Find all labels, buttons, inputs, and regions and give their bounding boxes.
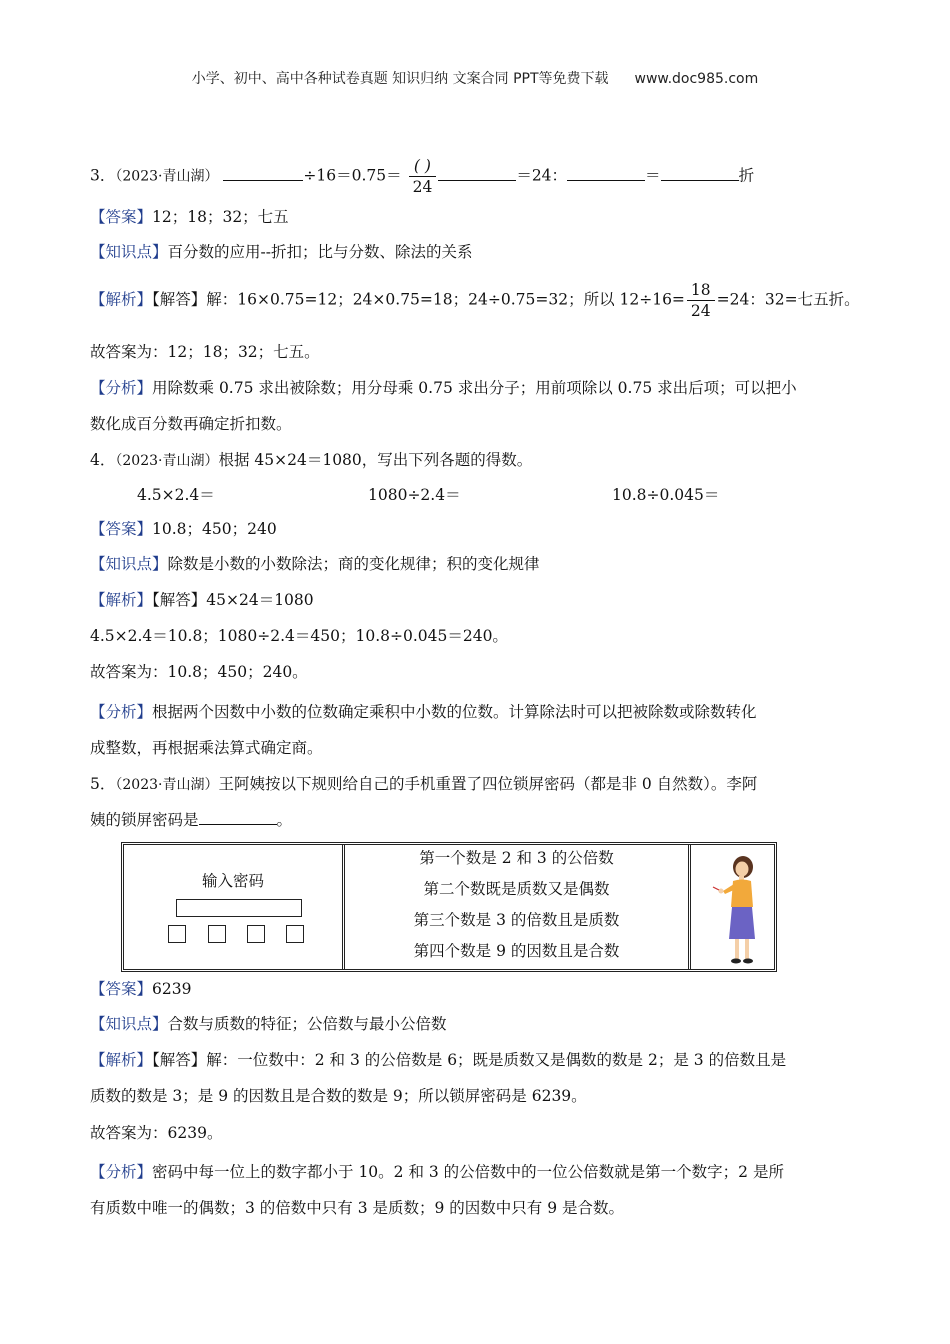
q4-final: 故答案为：10.8；450；240。 xyxy=(90,663,308,681)
q4-fenxi: 【分析】根据两个因数中小数的位数确定乘积中小数的位数。计算除法时可以把被除数或除数转化 xyxy=(90,703,757,721)
password-display-box xyxy=(176,899,302,917)
digit-box-2 xyxy=(208,925,226,943)
q3-blank-1[interactable] xyxy=(223,164,303,181)
rules-cell xyxy=(345,845,691,969)
q5-rules-table xyxy=(121,842,777,972)
q3-fenxi: 【分析】用除数乘 0.75 求出被除数；用分母乘 0.75 求出分子；用前项除以 0.75 求出后项；可以把小 xyxy=(90,379,797,397)
password-input-cell xyxy=(124,845,345,969)
q4-stem: 4．（2023·青山湖）根据 45×24＝1080，写出下列各题的得数。 xyxy=(90,451,533,469)
q5-knowledge: 【知识点】合数与质数的特征；公倍数与最小公倍数 xyxy=(90,1015,447,1033)
q3-fraction: $\frac{( )}{24}$ xyxy=(409,156,437,197)
q3-blank-2[interactable] xyxy=(438,164,516,181)
rule-1: 第一个数是 2 和 3 的公倍数 xyxy=(419,849,614,867)
q4-analysis: 【解析】【解答】45×24＝1080 xyxy=(90,591,314,609)
q5-stem: 5．（2023·青山湖）王阿姨按以下规则给自己的手机重置了四位锁屏密码（都是非 0 自然数）。李阿 xyxy=(90,775,758,793)
rule-3: 第三个数是 3 的倍数且是质数 xyxy=(413,911,620,929)
digit-box-3 xyxy=(247,925,265,943)
q4-expr-1: 4.5×2.4＝ xyxy=(137,486,215,504)
input-password-label: 输入密码 xyxy=(201,872,264,890)
q5-fenxi-2: 有质数中唯一的偶数；3 的倍数中只有 3 是质数；9 的因数中只有 9 是合数。 xyxy=(90,1199,625,1217)
q4-knowledge: 【知识点】除数是小数的小数除法；商的变化规律；积的变化规律 xyxy=(90,555,540,573)
q4-expr-3: 10.8÷0.045＝ xyxy=(612,486,720,504)
q3-fenxi-2: 数化成百分数再确定折扣数。 xyxy=(90,415,292,433)
q3-stem: 3．（2023·青山湖） ÷16＝0.75＝ $\frac{( )}{24}$ ＝24： ＝ 折 xyxy=(90,157,755,196)
q4-expr-2: 1080÷2.4＝ xyxy=(368,486,461,504)
digit-box-4 xyxy=(286,925,304,943)
q5-final: 故答案为：6239。 xyxy=(90,1124,223,1142)
q3-analysis: 【解析】【解答】解：16×0.75=12；24×0.75=18；24÷0.75=32；所以 12÷16= $\frac{18}{24}$ =24：32=七五折。 xyxy=(90,281,860,320)
q3-knowledge: 【知识点】百分数的应用--折扣；比与分数、除法的关系 xyxy=(90,243,473,261)
q3-blank-3[interactable] xyxy=(567,164,645,181)
rule-2: 第二个数既是质数又是偶数 xyxy=(423,880,610,898)
header-text: 小学、初中、高中各种试卷真题 知识归纳 文案合同 PPT等免费下载 xyxy=(191,71,609,87)
q3-answer: 【答案】12；18；32；七五 xyxy=(90,208,289,226)
q3-final: 故答案为：12；18；32；七五。 xyxy=(90,343,320,361)
q3-analysis-fraction: $\frac{18}{24}$ xyxy=(687,280,715,321)
teacher-illustration-cell xyxy=(691,845,774,969)
q5-blank[interactable] xyxy=(199,808,277,825)
q4-answer: 【答案】10.8；450；240 xyxy=(90,520,277,538)
q3-blank-4[interactable] xyxy=(661,164,739,181)
q5-fenxi: 【分析】密码中每一位上的数字都小于 10。2 和 3 的公倍数中的一位公倍数就是第一个数字；2 是所 xyxy=(90,1163,784,1181)
page-header xyxy=(0,68,950,88)
q5-analysis: 【解析】【解答】解：一位数中：2 和 3 的公倍数是 6；既是质数又是偶数的数是 2；是 3 的倍数且是 xyxy=(90,1051,787,1069)
digit-box-1 xyxy=(168,925,186,943)
q4-fenxi-2: 成整数，再根据乘法算式确定商。 xyxy=(90,739,323,757)
header-url[interactable]: www.doc985.com xyxy=(634,71,759,87)
q4-analysis-2: 4.5×2.4＝10.8；1080÷2.4＝450；10.8÷0.045＝240。 xyxy=(90,627,508,645)
rule-4: 第四个数是 9 的因数且是合数 xyxy=(413,942,620,960)
q3-source: （2023·青山湖） xyxy=(115,168,219,185)
teacher-figure-icon xyxy=(695,847,775,971)
q5-analysis-2: 质数的数是 3；是 9 的因数且是合数的数是 9；所以锁屏密码是 6239。 xyxy=(90,1087,587,1105)
q5-answer: 【答案】6239 xyxy=(90,980,192,998)
q3-number: 3． xyxy=(90,166,116,185)
q5-stem-2: 姨的锁屏密码是 。 xyxy=(90,808,292,831)
